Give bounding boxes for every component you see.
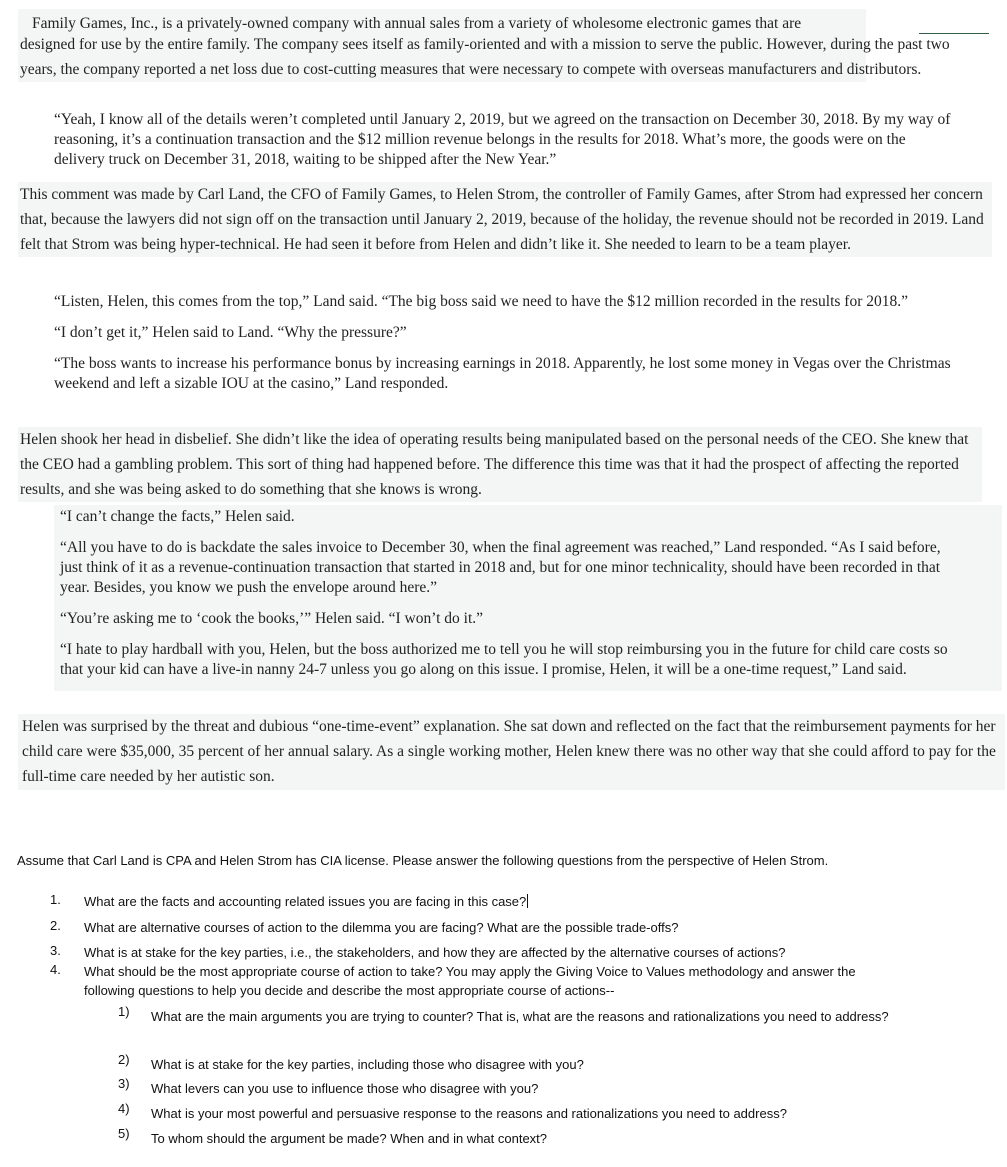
question-text [84, 892, 884, 911]
intro-first-line: Family Games, Inc., is a privately-owned company with annual sales from a variety of wholesome electronic games that are [32, 15, 802, 32]
subquestion-text: To whom should the argument be made? When and in what context? [151, 1131, 548, 1146]
question-text: What are alternative courses of action to the dilemma you are facing? What are the possible trade-offs? [84, 920, 679, 935]
assignment-instructions: Assume that Carl Land is CPA and Helen Strom has CIA license. Please answer the following questions from the perspective of Helen Strom. [17, 853, 829, 868]
subquestion-text: What are the main arguments you are trying to counter? That is, what are the reasons and rationalizations you need to address? [151, 1009, 889, 1024]
question-text: What should be the most appropriate course of action to take? You may apply the Giving Voice to Values methodology and answer the following questions to help you decide and describe the most appropriate course of actions-- [84, 964, 856, 998]
paragraph-helen-surprised [18, 714, 1005, 790]
subquestion-number: 4) [118, 1101, 130, 1116]
subquestion-number: 3) [118, 1076, 130, 1091]
paragraph-text: Helen was surprised by the threat and dubious “one-time-event” explanation. She sat down and reflected on the fact that the reimbursement payments for her child care were $35,000, 35 percent of her annual salary. As a single working mother, Helen knew there was no other way that she could afford to pay for the full-time care needed by her autistic son. [22, 718, 996, 785]
subquestion-number: 2) [118, 1052, 130, 1067]
quote-backdate-invoice: “All you have to do is backdate the sales invoice to December 30, when the final agreement was reached,” Land responded. “As I said before, just think of it as a revenue-continuation transaction that started in 2018 and, but for one minor technicality, should have been recorded in that year. Besides, you know we push the envelope around here.” [60, 539, 941, 596]
paragraph-text: Helen shook her head in disbelief. She didn’t like the idea of operating results being manipulated based on the personal needs of the CEO. She knew that the CEO had a gambling problem. This sort of thing had happened before. The difference this time was that it had the prospect of affecting the reported results, and she was being asked to do something that she knows is wrong. [20, 431, 969, 498]
quote-listen: “Listen, Helen, this comes from the top,” Land said. “The big boss said we need to have the $12 million recorded in the results for 2018.” [54, 293, 908, 310]
subquestion-number: 5) [118, 1126, 130, 1141]
case-intro-paragraph [18, 9, 950, 82]
question-text-content: What are the facts and accounting related issues you are facing in this case? [84, 894, 527, 909]
subquestion-number: 1) [118, 1004, 130, 1019]
paragraph-carl-land-comment [18, 182, 992, 257]
quote-boss-bonus: “The boss wants to increase his performance bonus by increasing earnings in 2018. Apparently, he lost some money in Vegas over the Christmas weekend and left a sizable IOU at the casino,” Land responded. [54, 355, 951, 392]
quote-yeah: “Yeah, I know all of the details weren’t completed until January 2, 2019, but we agreed on the transaction on December 30, 2018. By my way of reasoning, it’s a continuation transaction and the $12 million revenue belongs in the results for 2018. What’s more, the goods were on the delivery truck on December 31, 2018, waiting to be shipped after the New Year.” [54, 111, 951, 168]
question-number: 1. [50, 892, 61, 907]
quote-cant-change-facts: “I can’t change the facts,” Helen said. [60, 508, 295, 525]
subquestion-text: What is at stake for the key parties, including those who disagree with you? [151, 1057, 584, 1072]
quote-cook-the-books: “You’re asking me to ‘cook the books,’” Helen said. “I won’t do it.” [60, 610, 484, 627]
intro-rest: designed for use by the entire family. The company sees itself as family-oriented and with a mission to serve the public. However, during the past two years, the company reported a net loss due to cost-cutting measures that were necessary to compete with overseas manufacturers and distributors. [20, 36, 950, 78]
question-number: 3. [50, 943, 61, 958]
question-number: 4. [50, 962, 61, 977]
quote-block-3 [54, 505, 1002, 691]
question-number: 2. [50, 918, 61, 933]
text-cursor [527, 894, 528, 908]
quote-hardball: “I hate to play hardball with you, Helen, but the boss authorized me to tell you he will stop reimbursing you in the future for child care costs so that your kid can have a live-in nanny 24-7 unless you go along on this issue. I promise, Helen, it will be a one-time request,” Land said. [60, 641, 948, 678]
question-text: What is at stake for the key parties, i.e., the stakeholders, and how they are affected by the alternative courses of actions? [84, 945, 786, 960]
quote-block-1 [54, 110, 954, 170]
paragraph-text: This comment was made by Carl Land, the CFO of Family Games, to Helen Strom, the controller of Family Games, after Strom had expressed her concern that, because the lawyers did not sign off on the transaction until January 2, 2019, because of the holiday, the revenue should not be recorded in 2019. Land felt that Strom was being hyper-technical. He had seen it before from Helen and didn’t like it. She needed to learn to be a team player. [20, 186, 984, 253]
subquestion-text: What is your most powerful and persuasive response to the reasons and rationalizations you need to address? [151, 1106, 787, 1121]
quote-dont-get-it: “I don’t get it,” Helen said to Land. “Why the pressure?” [54, 324, 407, 341]
subquestion-text: What levers can you use to influence those who disagree with you? [151, 1081, 539, 1096]
paragraph-helen-disbelief [18, 427, 982, 502]
quote-block-2 [54, 292, 964, 405]
